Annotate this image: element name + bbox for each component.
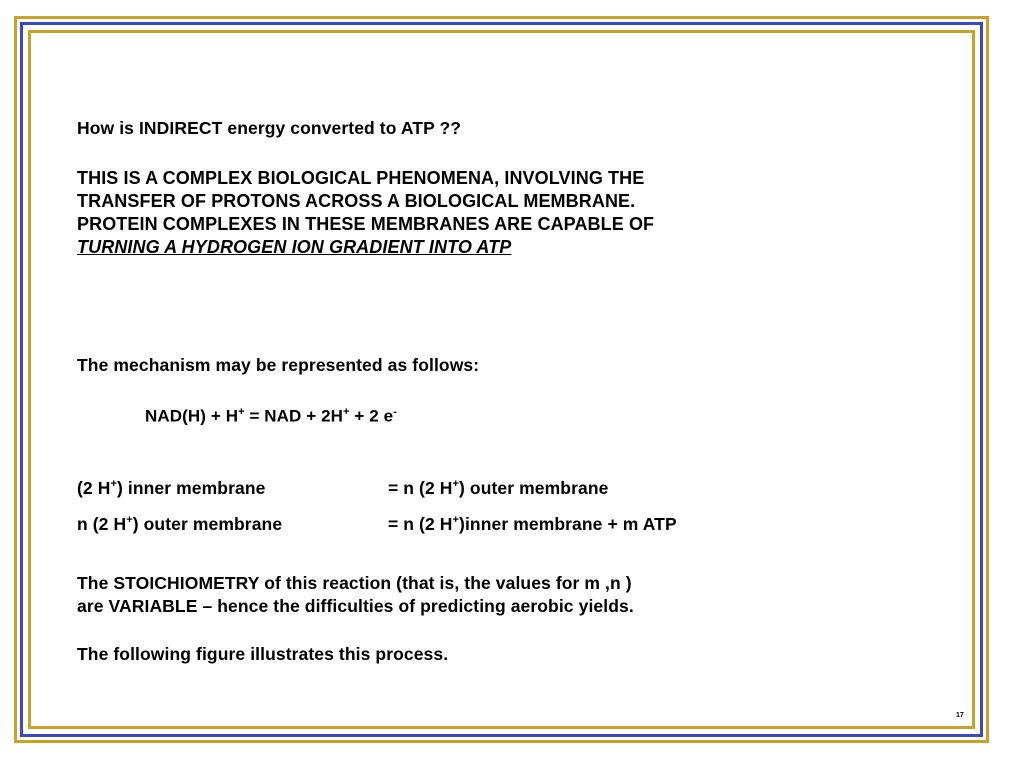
eq1-sup-2: +	[343, 406, 350, 418]
equation2-right	[388, 478, 608, 499]
eq3-right-sup: +	[452, 514, 460, 527]
paragraph-line-2: TRANSFER OF PROTONS ACROSS A BIOLOGICAL MEMBRANE.	[77, 191, 636, 211]
paragraph-line-1: THIS IS A COMPLEX BIOLOGICAL PHENOMENA, INVOLVING THE	[77, 168, 645, 188]
eq2-left-b: ) inner membrane	[117, 478, 266, 498]
equation3-right	[388, 514, 677, 535]
equation3-left	[77, 514, 282, 535]
eq1-part-a: NAD(H) + H	[145, 406, 239, 426]
slide-title: How is INDIRECT energy converted to ATP ??	[77, 118, 462, 138]
eq1-sup-3: -	[393, 406, 397, 418]
eq2-left-sup: +	[110, 478, 117, 491]
eq2-right-sup: +	[452, 478, 460, 491]
stoich-line-2: are VARIABLE – hence the difficulties of predicting aerobic yields.	[77, 596, 634, 616]
mechanism-intro: The mechanism may be represented as follows:	[77, 355, 480, 375]
eq3-right-a: = n (2 H	[388, 514, 453, 534]
eq1-sup-1: +	[238, 406, 245, 418]
eq2-left-a: (2 H	[77, 478, 111, 498]
stoich-line-1: The STOICHIOMETRY of this reaction (that is, the values for m ,n )	[77, 573, 632, 593]
stoichiometry-paragraph	[77, 572, 634, 618]
page-number: 17	[956, 712, 964, 719]
eq1-part-c: + 2 e	[349, 406, 394, 426]
eq2-right-b: ) outer membrane	[459, 478, 609, 498]
eq3-left-b: ) outer membrane	[132, 514, 283, 534]
paragraph-line-4-underlined: TURNING A HYDROGEN ION GRADIENT INTO ATP	[77, 237, 512, 257]
eq3-left-sup: +	[126, 514, 133, 527]
intro-paragraph	[77, 167, 654, 259]
equation-nadh	[145, 406, 397, 427]
figure-note: The following figure illustrates this process.	[77, 644, 449, 664]
eq2-right-a: = n (2 H	[388, 478, 453, 498]
eq1-part-b: = NAD + 2H	[244, 406, 344, 426]
eq3-right-b: )inner membrane + m ATP	[459, 514, 677, 534]
paragraph-line-3: PROTEIN COMPLEXES IN THESE MEMBRANES ARE CAPABLE OF	[77, 214, 655, 234]
eq3-left-a: n (2 H	[77, 514, 127, 534]
equation2-left	[77, 478, 265, 499]
